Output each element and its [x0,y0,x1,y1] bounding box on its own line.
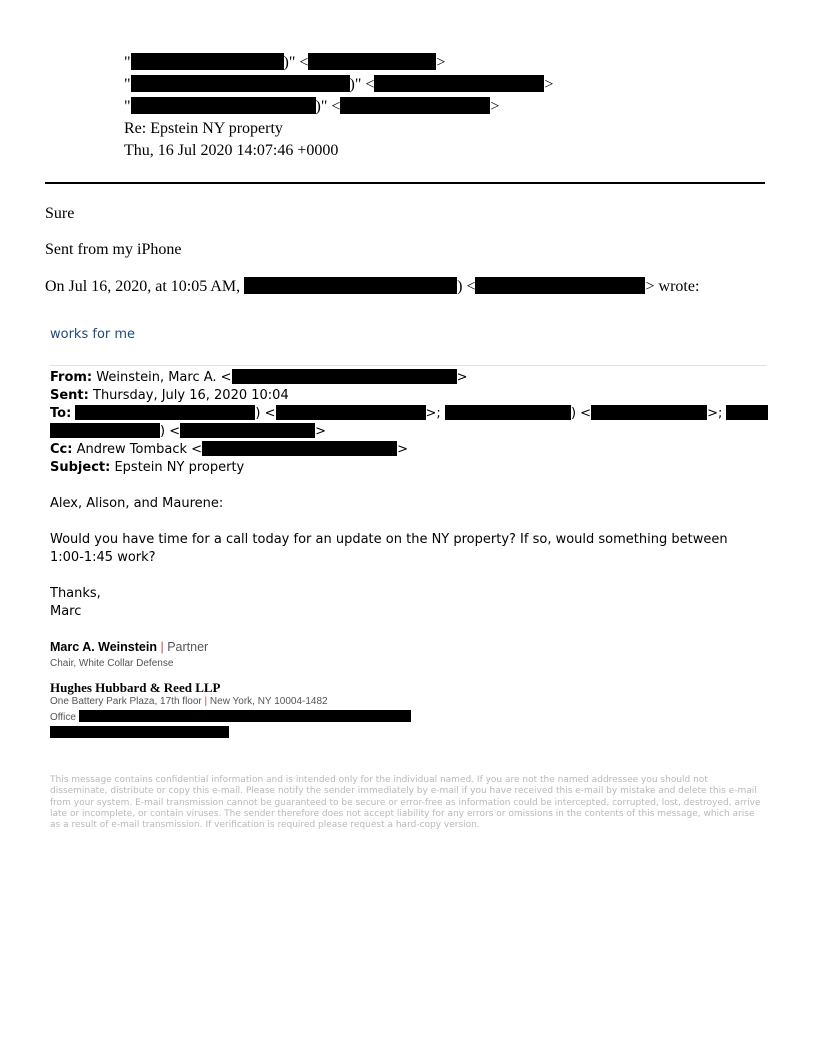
redaction-block [445,405,571,420]
redaction-block [232,369,457,384]
redaction-block [340,97,490,114]
quote-attribution: On Jul 16, 2020, at 10:05 AM, ) < > wrote: [45,278,700,295]
reply-line: Sure [45,205,75,222]
message-signoff: Marc [50,604,82,619]
inner-reply-text: works for me [50,327,136,342]
from-value: " )" < > [124,54,446,71]
redaction-block [131,97,316,114]
signature-firm: Hughes Hubbard & Reed LLP [50,680,221,695]
reply-signature-line: Sent from my iPhone [45,241,182,258]
redaction-block [244,277,457,294]
signature-name-line: Marc A. Weinstein | Partner [50,640,209,654]
redaction-block [131,75,350,92]
header-divider [45,182,765,184]
signature-office: Office [50,710,411,723]
to-value: " )" < > [124,76,554,93]
redaction-block [374,75,544,92]
forwarded-to-row-cont: ) < > [50,423,326,441]
signature-role: Partner [167,640,209,654]
forwarded-from-row: From: Weinstein, Marc A. < > [50,370,468,385]
forwarded-sent-row: Sent: Thursday, July 16, 2020 10:04 [50,388,289,403]
forwarded-to-row: To: ) < >; ) < >; [50,405,768,423]
cc-value: " )" < > [124,98,500,115]
signature-title: Chair, White Collar Defense [50,658,174,669]
redaction-block [180,423,315,438]
redaction-block [50,423,160,438]
date-value: Thu, 16 Jul 2020 14:07:46 +0000 [124,142,339,159]
forwarded-subject-row: Subject: Epstein NY property [50,460,245,475]
redaction-block [726,405,768,420]
redaction-block [202,441,397,456]
message-body: Would you have time for a call today for an update on the NY property? If so, would something between 1:00-1:45 work? [50,532,728,565]
forward-divider [50,365,767,366]
confidentiality-disclaimer: This message contains confidential information and is intended only for the individual named. If you are not the named addressee you should not disseminate, distribute or copy this e-mail. Please notify the sender immediately by e-mail if you have received this e-mail by mistake and delete this e-mail from your system. E-mail transmission cannot be guaranteed to be secure or error-free as information could be intercepted, corrupted, lost, destroyed, arrive late or incomplete, or contain viruses. The sender therefore does not accept liability for any errors or omissions in the contents of this message, which arise as a result of e-mail transmission. If verification is required please request a hard-copy version. [50,775,761,831]
signature-name: Marc A. Weinstein [50,640,157,654]
signature-address: One Battery Park Plaza, 17th floor | New York, NY 10004-1482 [50,696,328,707]
redaction-block [75,405,255,420]
message-thanks: Thanks, [50,586,101,601]
redaction-block [131,53,284,70]
subject-value: Re: Epstein NY property [124,120,283,137]
redaction-block [475,277,645,294]
redaction-block [276,405,426,420]
redaction-block [308,53,436,70]
forwarded-cc-row: Cc: Andrew Tomback < > [50,442,408,457]
redaction-block [79,710,411,722]
redaction-block [50,726,229,738]
redaction-block [591,405,707,420]
message-greeting: Alex, Alison, and Maurene: [50,496,224,511]
